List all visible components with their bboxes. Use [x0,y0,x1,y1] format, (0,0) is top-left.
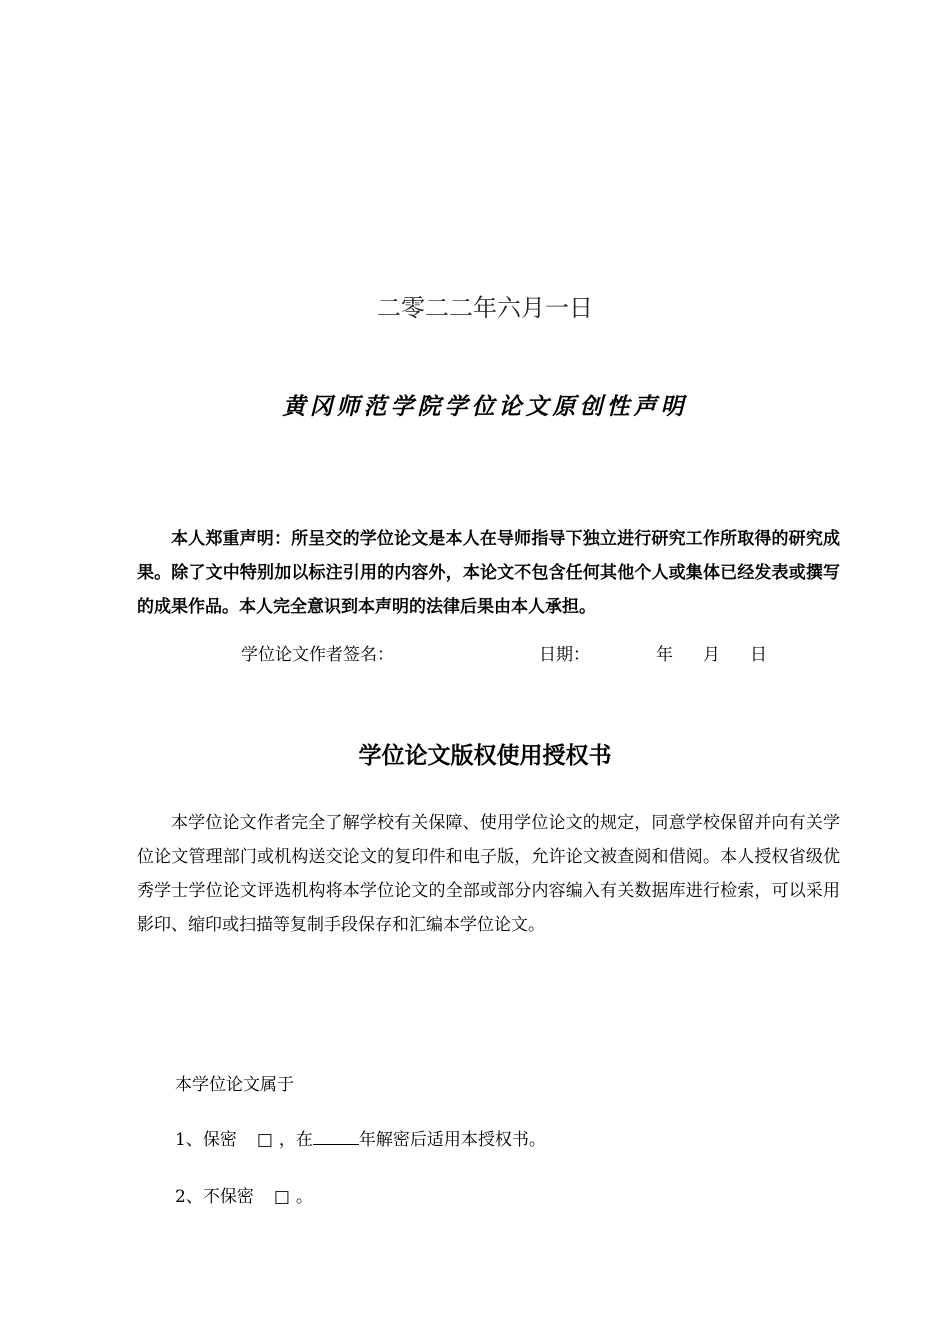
signature-line [241,640,767,665]
confidential-checkbox[interactable]: □ [256,1130,273,1150]
date-label: 日期： [539,645,590,665]
belongs-label: 本学位论文属于 [175,1075,294,1095]
not-confidential-checkbox[interactable]: □ [273,1187,290,1207]
cover-date: 二零二二年六月一日 [377,294,593,322]
option-not-confidential [175,1182,313,1207]
option-not-confidential-label: 2、不保密 [175,1187,254,1207]
signature-label: 学位论文作者签名： [241,645,394,665]
year-label: 年 [656,645,673,665]
option-confidential-mid: ，在 [278,1130,313,1150]
option-not-confidential-suffix: 。 [295,1187,313,1207]
authorization-text: 本学位论文作者完全了解学校有关保障、使用学位论文的规定，同意学校保留并向有关学位论文管理部门或机构送交论文的复印件和电子版，允许论文被查阅和借阅。本人授权省级优秀学士学位论文评选机构将本学位论文的全部或部分内容编入有关数据库进行检索，可以采用影印、缩印或扫描等复制手段保存和汇编本学位论文。 [137,813,840,935]
day-label: 日 [750,645,767,665]
years-blank[interactable] [313,1130,359,1145]
authorization-title: 学位论文版权使用授权书 [358,743,612,769]
option-confidential [175,1125,546,1150]
option-confidential-suffix: 年解密后适用本授权书。 [358,1130,546,1150]
declaration-text: 本人郑重声明：所呈交的学位论文是本人在导师指导下独立进行研究工作所取得的研究成果。除了文中特别加以标注引用的内容外，本论文不包含任何其他个人或集体已经发表或撰写的成果作品。本人完全意识到本声明的法律后果由本人承担。 [137,529,840,617]
declaration-title: 黄冈师范学院学位论文原创性声明 [282,393,688,420]
option-confidential-label: 1、保密 [175,1130,237,1150]
month-label: 月 [703,645,720,665]
